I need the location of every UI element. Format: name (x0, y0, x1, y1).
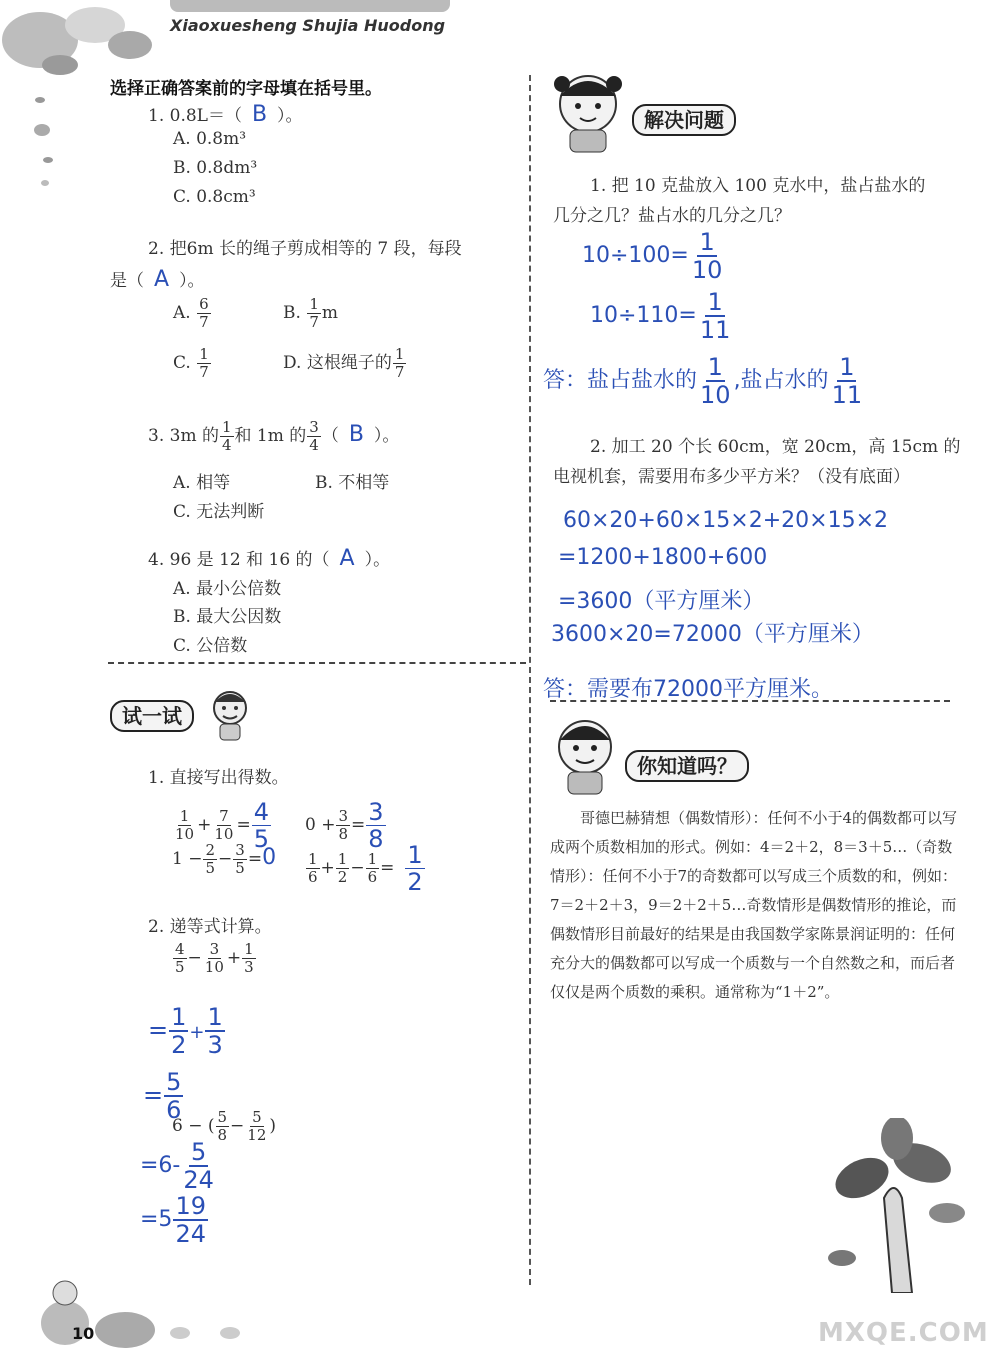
t1e4-op2: − (350, 858, 365, 878)
p2-work-line2[interactable]: =1200+1800+600 (558, 545, 768, 570)
t1e3-a: $\frac{2}{5}$ (205, 841, 216, 877)
q3-frac1: $\frac{1}{4}$ (221, 418, 232, 454)
sprout-tree-icon (822, 1118, 972, 1293)
t1e4-op1: + (320, 858, 335, 878)
q2-option-b-unit: m (321, 303, 338, 323)
q2-option-b-frac: $\frac{1}{7}$ (309, 295, 319, 331)
know-badge: 你知道吗？ (625, 750, 749, 782)
q1-close: ）。 (277, 106, 303, 126)
p2-work-line1[interactable]: 60×20+60×15×2+20×15×2 (563, 508, 888, 533)
goldbach-fact: 哥德巴赫猜想（偶数情形）：任何不小于4的偶数都可以写成两个质数相加的形式。例如：4＝2＋2，8＝3＋5…（奇数情形）：任何不小于7的奇数都可以写成三个质数的和，例如：7＝2＋2＋3，9＝2＋2＋5…奇数情形是偶数情形的推论，而偶数情形目前最好的结果是由我国数学家陈景润证明的：任何充分大的偶数都可以写成一个质数与一个自然数之和，而后者仅仅是两个质数的乘积。通常称为“1＋2”。 (550, 809, 958, 1001)
t1e2-eq: = (351, 815, 366, 835)
t1e2-b: $\frac{3}{8}$ (338, 807, 349, 843)
p1-work1[interactable]: 10÷100= $\frac{1}{10}$ (582, 228, 723, 284)
footer-decoration (30, 1268, 280, 1353)
tree-decoration (822, 1118, 972, 1297)
p2-work-line4[interactable]: 3600×20=72000（平方厘米） (551, 622, 874, 647)
q3-stem (148, 420, 399, 453)
p1-line2: 几分之几？盐占水的几分之几？ (553, 206, 791, 226)
t1-expr4 (305, 843, 426, 894)
q4-option-c: C. 公倍数 (173, 636, 248, 656)
t1-expr3 (172, 843, 276, 876)
t1e4-answer[interactable]: $\frac{1}{2}$ (407, 841, 423, 896)
q2-option-c-frac: $\frac{1}{7}$ (199, 345, 209, 381)
t1e3-answer[interactable]: 0 (262, 845, 277, 870)
q3-mid: 和 1m 的 (234, 426, 307, 446)
q2-option-a (173, 297, 212, 330)
q4-option-b: B. 最大公因数 (173, 607, 282, 627)
p1-answer[interactable]: 答：盐占盐水的 $\frac{1}{10}$ ,盐占水的 $\frac{1}{11}$ (543, 353, 863, 409)
right-section-divider (550, 700, 950, 702)
q2-option-c-label: C. (173, 353, 191, 373)
t1e3-b: $\frac{3}{5}$ (235, 841, 245, 877)
q3-close: ）。 (373, 426, 400, 446)
t2-p2-step1[interactable]: =6- $\frac{5}{24}$ (140, 1138, 214, 1194)
q2-option-c (173, 347, 212, 380)
t1e4-c: $\frac{1}{6}$ (367, 850, 378, 886)
boy-cartoon-icon (205, 688, 255, 747)
t1e3-pre: 1 − (172, 849, 203, 869)
page-number: 10 (72, 1324, 95, 1343)
t1e1-b: $\frac{7}{10}$ (214, 807, 234, 843)
p1-work2[interactable]: 10÷110= $\frac{1}{11}$ (590, 288, 731, 344)
t1e1-answer[interactable]: $\frac{4}{5}$ (253, 798, 269, 853)
q2-open: 是（ (110, 271, 144, 291)
t1e4-b: $\frac{1}{2}$ (337, 850, 348, 886)
q1-answer[interactable]: B (251, 102, 268, 127)
q2-answer[interactable]: A (154, 267, 170, 292)
column-separator (529, 75, 531, 1285)
t2-p1-step2[interactable]: = $\frac{5}{6}$ (143, 1068, 182, 1124)
q2-stem-line1: 2. 把6m 长的绳子剪成相等的 7 段，每段 (148, 239, 462, 259)
q1-stem (148, 101, 303, 127)
q3-open: （ (321, 426, 339, 446)
q1-option-c: C. 0.8cm³ (173, 187, 256, 207)
t1-title: 1. 直接写出得数。 (148, 768, 289, 788)
q1-option-a: A. 0.8m³ (173, 129, 247, 149)
q2-option-b-label: B. (283, 303, 301, 323)
q4-stem-text: 4. 96 是 12 和 16 的（ (148, 550, 330, 570)
p2-answer[interactable]: 答：需要布72000平方厘米。 (543, 677, 833, 702)
girl-cartoon-icon (548, 66, 628, 160)
q1-stem-text: 1. 0.8L＝（ (148, 106, 242, 126)
q2-option-b (283, 297, 338, 330)
q2-option-d-frac: $\frac{1}{7}$ (394, 345, 405, 381)
q2-stem-line2 (110, 266, 205, 292)
t1e2-answer[interactable]: $\frac{3}{8}$ (368, 798, 384, 853)
t1e2-pre: 0 + (305, 815, 336, 835)
left-section-divider (108, 662, 526, 664)
q3-option-c: C. 无法判断 (173, 502, 265, 522)
t1e1-a: $\frac{1}{10}$ (175, 807, 195, 843)
boy-know-cartoon-icon (550, 712, 620, 801)
q4-option-a: A. 最小公倍数 (173, 579, 282, 599)
t1e4-a: $\frac{1}{6}$ (308, 850, 318, 886)
header-band (170, 0, 450, 12)
know-section-header (625, 750, 749, 779)
t1e4-eq: = (380, 858, 395, 878)
p2-line2: 电视机套，需要用布多少平方米？（没有底面） (553, 467, 910, 487)
header-subtitle: Xiaoxuesheng Shujia Huodong (170, 16, 446, 35)
t2-p1-step1[interactable]: = $\frac{1}{2}$ + $\frac{1}{3}$ (148, 1003, 223, 1059)
q2-option-a-frac: $\frac{6}{7}$ (199, 295, 209, 331)
try-badge: 试一试 (110, 700, 194, 732)
q3-option-b: B. 不相等 (315, 473, 390, 493)
solve-badge: 解决问题 (632, 104, 736, 136)
t2-title: 2. 递等式计算。 (148, 917, 272, 937)
margin-dots (30, 95, 60, 195)
t2-p2-step2[interactable]: =5 $\frac{19}{24}$ (140, 1192, 206, 1248)
t1e1-op: + (197, 815, 212, 835)
footer-leaves-icon (30, 1268, 280, 1353)
try-section-header (110, 700, 194, 729)
t1e3-eq: = (247, 849, 263, 869)
t2-problem1: $\frac{4}{5}$ − $\frac{3}{10}$ + $\frac{1}{3}$ (175, 940, 254, 976)
p1-line1: 1. 把 10 克盐放入 100 克水中，盐占盐水的 (590, 176, 926, 196)
q3-pre: 3. 3m 的 (148, 426, 219, 446)
q3-frac2: $\frac{3}{4}$ (309, 418, 319, 454)
q3-answer[interactable]: B (348, 422, 364, 447)
q2-option-d (283, 347, 407, 380)
q2-option-d-label: D. 这根绳子的 (283, 353, 392, 373)
watermark: MXQE.COM (818, 1318, 989, 1348)
leaf-decoration-icon (0, 0, 170, 85)
p2-line1: 2. 加工 20 个长 60cm，宽 20cm，高 15cm 的 (590, 437, 961, 457)
p2-work-line3[interactable]: =3600（平方厘米） (558, 589, 765, 614)
q2-option-a-label: A. (173, 303, 191, 323)
q1-option-b: B. 0.8dm³ (173, 158, 258, 178)
q3-option-a: A. 相等 (173, 473, 231, 493)
t1e3-op: − (218, 849, 233, 869)
q2-close: ）。 (179, 271, 205, 291)
t1e1-eq: = (236, 815, 251, 835)
choice-intro: 选择正确答案前的字母填在括号里。 (110, 79, 382, 99)
solve-section-header (632, 104, 736, 133)
t2-problem2: 6 − ( $\frac{5}{8}$ − $\frac{5}{12}$ ) (172, 1108, 277, 1144)
q4-answer[interactable]: A (339, 546, 355, 571)
q4-close: ）。 (364, 550, 391, 570)
q4-stem (148, 545, 390, 571)
header-decoration (0, 0, 170, 85)
